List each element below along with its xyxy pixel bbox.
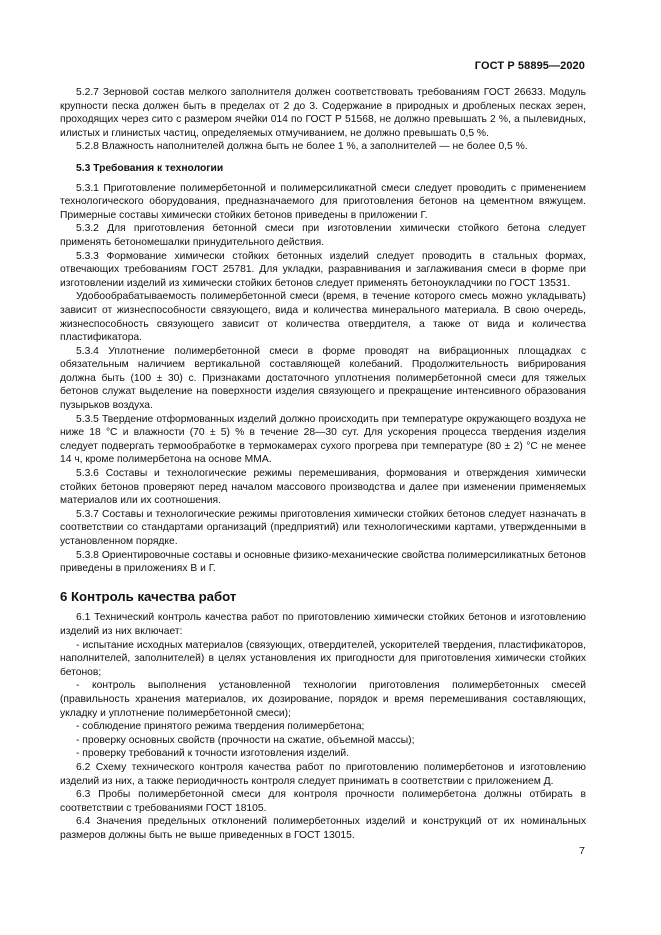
paragraph-5-3-4: 5.3.4 Уплотнение полимербетонной смеси в форме проводят на вибрационных площадках с обязательным наличием вертикальной составляющей колебаний. Продолжительность вибрирования должна быть (100 ± 30) с. Признаками достаточного уплотнения полимербетонной смеси для тяжелых бетонов служат выделение на поверхности изделия связующего и прекращение интенсивного образования пузырьков воздуха.	[60, 345, 586, 412]
paragraph-5-3-2: 5.3.2 Для приготовления бетонной смеси при изготовлении химически стойкого бетона следует применять бетономешалки принудительного действия.	[60, 223, 586, 248]
list-item-technology-control: - контроль выполнения установленной технологии приготовления полимербетонных смесей (правильность хранения материалов, их дозирование, порядок и время перемешивания составляющих, укладку и уплотнение полимербетонной смеси);	[60, 680, 586, 719]
page-number: 7	[579, 845, 585, 857]
subsection-title-5-3: 5.3 Требования к технологии	[76, 162, 224, 174]
list-item-materials-testing: - испытание исходных материалов (связующих, отвердителей, ускорителей твердения, пластификаторов, наполнителей, заполнителей) в целях установления их пригодности для приготовления химически стойких бетонов;	[60, 639, 586, 678]
paragraph-5-3-7: 5.3.7 Составы и технологические режимы приготовления химически стойких бетонов следует назначать в соответствии со стандартами организаций (предприятий) или технологическими картами, утвержденными в установленном порядке.	[60, 508, 586, 547]
list-item-accuracy-check: - проверку требований к точности изготовления изделий.	[76, 748, 349, 760]
paragraph-5-2-8: 5.2.8 Влажность наполнителей должна быть не более 1 %, а заполнителей — не более 0,5 %.	[76, 141, 528, 153]
paragraph-6-3: 6.3 Пробы полимербетонной смеси для контроля прочности полимербетона должны отбирать в соответствии с требованиями ГОСТ 18105.	[60, 789, 586, 814]
paragraph-5-2-7: 5.2.7 Зерновой состав мелкого заполнителя должен соответствовать требованиям ГОСТ 26633. Модуль крупности песка должен быть в пределах от 2 до 3. Содержание в природных и дробленых песках зерен, проходящих через сито с размером ячейки 014 по ГОСТ Р 51568, не должно превышать 2 %, а пылевидных, илистых и глинистых частиц, определяемых отмучиванием, не должно превышать 0,5 %.	[60, 87, 586, 139]
paragraph-5-3-6: 5.3.6 Составы и технологические режимы перемешивания, формования и отверждения химически стойких бетонов проверяют перед началом массового производства и далее при изменении применяемых материалов или их соотношения.	[60, 468, 586, 507]
paragraph-6-2: 6.2 Схему технического контроля качества работ по приготовлению полимербетонов и изготовлению изделий из них, а также периодичность контроля следует принимать в соответствии с приложением Д.	[60, 761, 586, 787]
paragraph-6-1: 6.1 Технический контроль качества работ по приготовлению химически стойких бетонов и изготовлению изделий из них включает:	[60, 612, 586, 637]
list-item-hardening-regime: - соблюдение принятого режима твердения полимербетона;	[76, 721, 365, 733]
paragraph-5-3-3: 5.3.3 Формование химически стойких бетонных изделий следует проводить в стальных формах, отвечающих требованиям ГОСТ 25781. Для укладки, разравнивания и заглаживания смеси в форме при изготовлении изделий из химически стойких бетонов следует применять бетоноукладчики по ГОСТ 13531.	[60, 250, 586, 289]
paragraph-5-3-5: 5.3.5 Твердение отформованных изделий должно происходить при температуре окружающего воздуха не ниже 18 °С и влажности (70 ± 5) % в течение 28—30 сут. Для ускорения процесса твердения изделия следует подвергать термообработке в термокамерах сухого прогрева при температуре (80 ± 2) °С не менее 14 ч, кроме полимербетона на основе ММА.	[60, 413, 586, 466]
list-item-properties-check: - проверку основных свойств (прочности на сжатие, объемной массы);	[76, 734, 415, 746]
paragraph-5-3-8: 5.3.8 Ориентировочные составы и основные физико-механические свойства полимерсиликатных бетонов приведены в приложениях В и Г.	[60, 549, 586, 575]
paragraph-5-3-1: 5.3.1 Приготовление полимербетонной и полимерсиликатной смеси следует проводить с применением технологического оборудования, предназначаемого для приготовления бетонов на цементном вяжущем. Примерные составы химически стойких бетонов приведены в приложении Г.	[60, 182, 586, 221]
section-title-6: 6 Контроль качества работ	[60, 588, 237, 604]
paragraph-workability: Удобообрабатываемость полимербетонной смеси (время, в течение которого смесь можно укладывать) зависит от жизнеспособности связующего, вида и количества минерального материала. В свою очередь, жизнеспособность связующего зависит от количества отвердителя, а также от вида и количества пластификатора.	[60, 291, 586, 344]
paragraph-6-4: 6.4 Значения предельных отклонений полимербетонных изделий и конструкций от их номинальных размеров должны быть не выше приведенных в ГОСТ 13015.	[60, 816, 586, 841]
page-content	[60, 86, 586, 842]
standard-code-header: ГОСТ Р 58895—2020	[474, 60, 585, 72]
